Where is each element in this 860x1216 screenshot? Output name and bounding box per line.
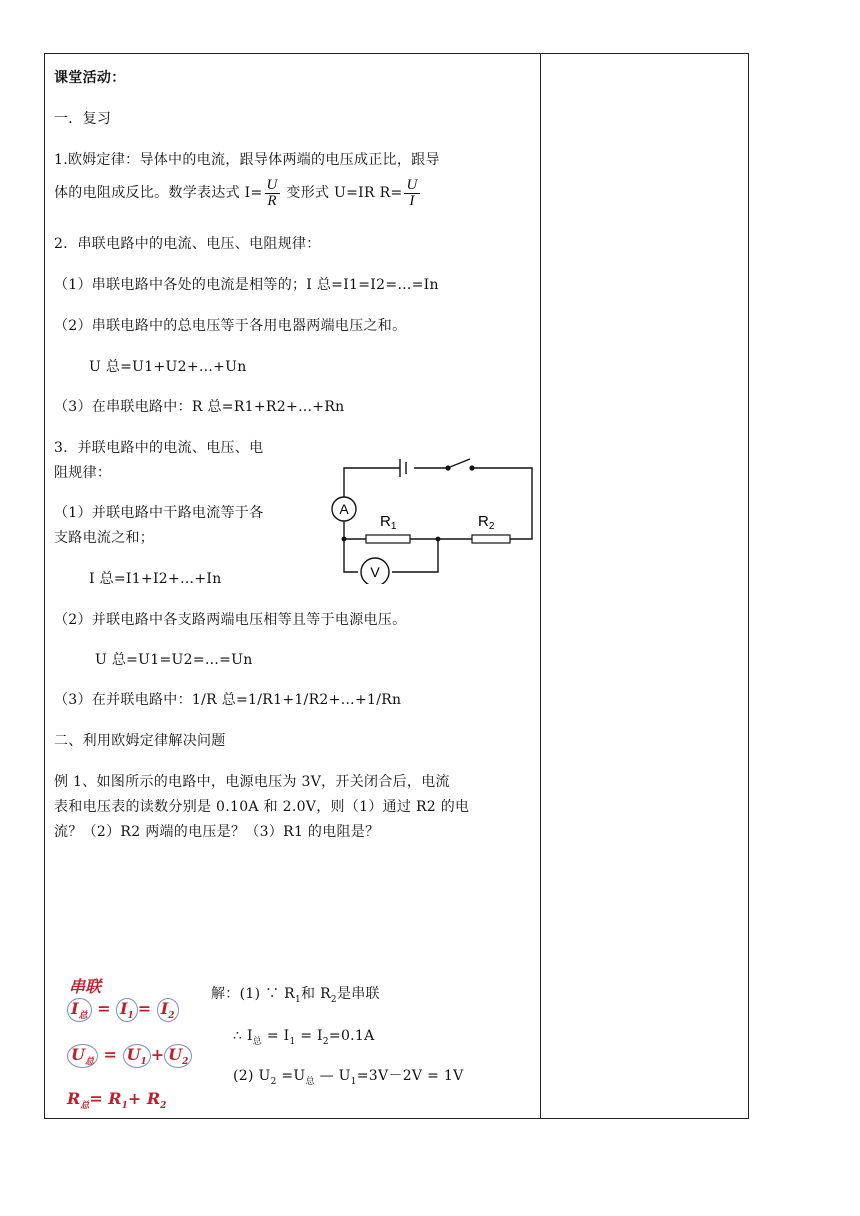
parallel-title-1: 3．并联电路中的电流、电压、电 (54, 440, 264, 456)
resistor-r2 (472, 535, 510, 543)
parallel-rule-2-formula: U 总=U1=U2=…=Un (95, 652, 253, 668)
series-rule-1: （1）串联电路中各处的电流是相等的；I 总=I1=I2=…=In (54, 277, 439, 293)
resistor-r1 (366, 535, 410, 543)
junction-left (342, 537, 347, 542)
ohm-law-line2: 体的电阻成反比。数学表达式 I= $\frac{U}{R}$ 变形式 U=IR R= $\frac{U}{I}$ (54, 176, 418, 209)
example-line3: 流？（2）R2 两端的电压是？（3）R1 的电阻是？ (54, 824, 380, 840)
parallel-rule-3: （3）在并联电路中：1/R 总=1/R1+1/R2+…+1/Rn (54, 692, 402, 708)
r2-label: $R_2$ (478, 513, 495, 532)
parallel-rule-1a: （1）并联电路中干路电流等于各 (54, 505, 264, 521)
voltmeter-label: V (370, 564, 380, 580)
note-current-line: $I_总 = I_1 = I_2$ (67, 998, 179, 1022)
series-rule-3: （3）在串联电路中：R 总=R1+R2+…+Rn (54, 399, 345, 415)
solution-step-1: 解：(1) ∵ $R_1$和 $R_2$是串联 (211, 986, 380, 1005)
circuit-diagram (320, 454, 540, 584)
series-rule-2-formula: U 总=U1+U2+…+Un (89, 359, 247, 375)
review-title: 一．复习 (54, 111, 112, 127)
note-voltage-line: $U_总 = U_1 + U_2$ (67, 1044, 192, 1068)
solution-step-3: (2) $U_2 =U_总$ — $U_1=3V-2V = 1V$ (233, 1068, 464, 1087)
note-resistance-line: $R_总= R_1+ R_2$ (67, 1089, 167, 1112)
switch-blade (450, 459, 470, 467)
lesson-table (44, 53, 749, 1119)
ohm-law-line1: 1.欧姆定律：导体中的电流，跟导体两端的电压成正比，跟导 (54, 152, 440, 168)
switch-contact-left (445, 465, 450, 470)
junction-right (436, 537, 441, 542)
note-title: 串联 (69, 977, 102, 996)
fraction-u-over-r: $\frac{U}{R}$ (266, 176, 278, 209)
solution-step-2: ∴ $I_总 = I_1 = I_2=0.1A$ (233, 1028, 375, 1047)
series-rule-2: （2）串联电路中的总电压等于各用电器两端电压之和。 (54, 318, 407, 334)
switch-contact-right (469, 465, 474, 470)
series-title: 2．串联电路中的电流、电压、电阻规律： (54, 236, 321, 252)
section-header: 课堂活动： (54, 70, 126, 86)
parallel-rule-1-formula: I 总=I1+I2+…+In (89, 571, 222, 587)
parallel-rule-1b: 支路电流之和； (54, 530, 155, 546)
parallel-title-2: 阻规律： (54, 465, 112, 481)
fraction-u-over-i: $\frac{U}{I}$ (406, 176, 418, 209)
example-line2: 表和电压表的读数分别是 0.10A 和 2.0V，则（1）通过 R2 的电 (54, 799, 470, 815)
column-divider (540, 54, 541, 1118)
example-line1: 例 1、如图所示的电路中，电源电压为 3V，开关闭合后，电流 (54, 774, 450, 790)
parallel-rule-2: （2）并联电路中各支路两端电压相等且等于电源电压。 (54, 612, 407, 628)
ammeter-label: A (339, 501, 349, 517)
problem-title: 二、利用欧姆定律解决问题 (54, 733, 226, 749)
r1-label: $R_1$ (380, 513, 397, 532)
